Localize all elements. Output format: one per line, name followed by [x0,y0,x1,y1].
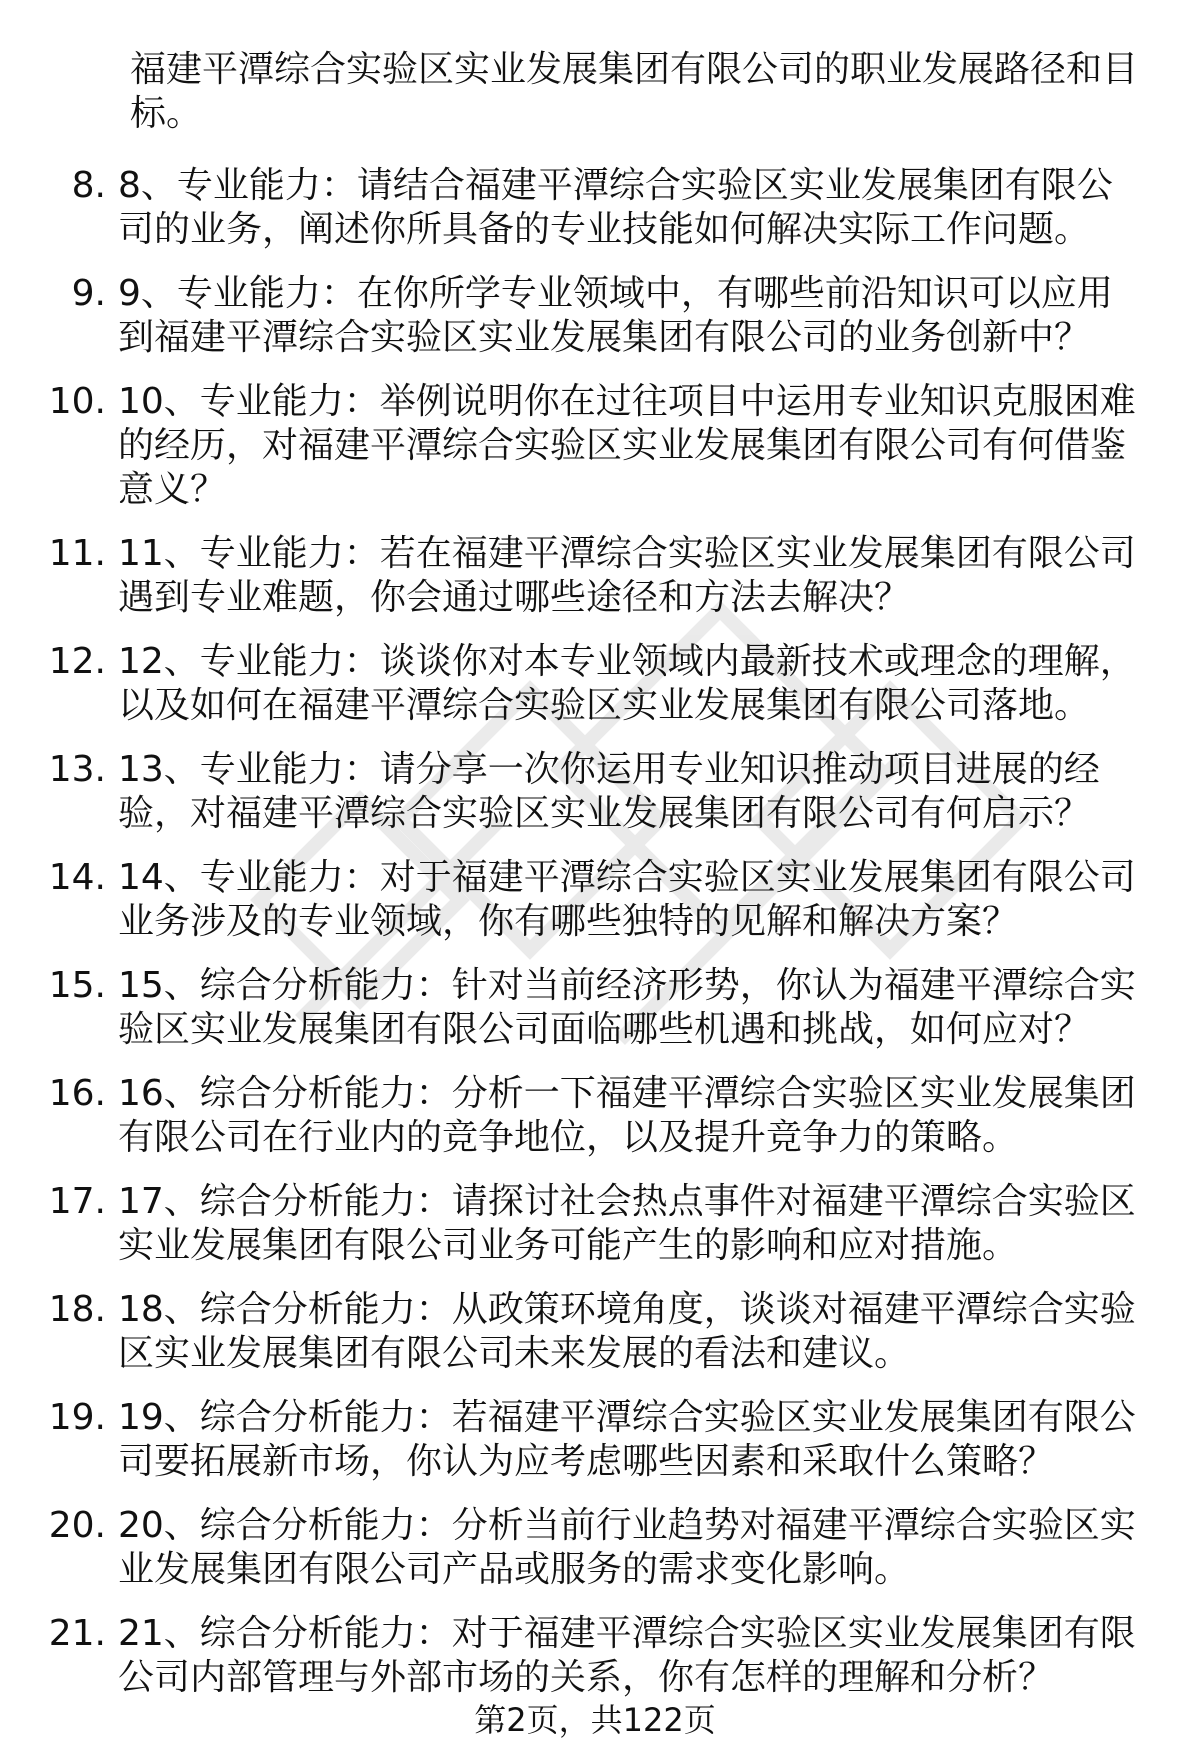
list-item [0,1612,1160,1700]
item-number: 10. [48,381,106,422]
item-text: 10、专业能力：举例说明你在过往项目中运用专业知识克服困难的经历，对福建平潭综合实验区实业发展集团有限公司有何借鉴意义？ [118,381,1136,510]
item-number: 13. [48,749,106,790]
list-item [0,640,1160,728]
item-text: 11、专业能力：若在福建平潭综合实验区实业发展集团有限公司遇到专业难题，你会通过哪些途径和方法去解决？ [118,533,1136,618]
list-item [0,748,1160,836]
item-number: 16. [48,1073,106,1114]
item-number: 19. [48,1397,106,1438]
item-text: 14、专业能力：对于福建平潭综合实验区实业发展集团有限公司业务涉及的专业领域，你有哪些独特的见解和解决方案？ [118,857,1136,942]
item-text: 19、综合分析能力：若福建平潭综合实验区实业发展集团有限公司要拓展新市场，你认为应考虑哪些因素和采取什么策略？ [118,1397,1136,1482]
list-item [0,1180,1160,1268]
list-item [0,1072,1160,1160]
item-text: 13、专业能力：请分享一次你运用专业知识推动项目进展的经验，对福建平潭综合实验区实业发展集团有限公司有何启示？ [118,749,1100,834]
item-number: 9. [71,273,106,314]
item-number: 14. [48,857,106,898]
item-text: 9、专业能力：在你所学专业领域中，有哪些前沿知识可以应用到福建平潭综合实验区实业发展集团有限公司的业务创新中？ [118,273,1113,358]
item-text: 18、综合分析能力：从政策环境角度，谈谈对福建平潭综合实验区实业发展集团有限公司未来发展的看法和建议。 [118,1289,1136,1374]
page-footer: 第2页，共122页 [474,1701,716,1739]
item-text: 16、综合分析能力：分析一下福建平潭综合实验区实业发展集团有限公司在行业内的竞争地位，以及提升竞争力的策略。 [118,1073,1136,1158]
list-item [0,164,1160,252]
item-number: 21. [48,1613,106,1654]
item-text: 15、综合分析能力：针对当前经济形势，你认为福建平潭综合实验区实业发展集团有限公司面临哪些机遇和挑战，如何应对？ [118,965,1136,1050]
list-item [0,1504,1160,1592]
list-item [0,856,1160,944]
list-item [0,272,1160,360]
list-item [0,964,1160,1052]
item-text: 8、专业能力：请结合福建平潭综合实验区实业发展集团有限公司的业务，阐述你所具备的专业技能如何解决实际工作问题。 [118,165,1113,250]
list-item [0,1396,1160,1484]
item-number: 8. [71,165,106,206]
item-text: 12、专业能力：谈谈你对本专业领域内最新技术或理念的理解，以及如何在福建平潭综合实验区实业发展集团有限公司落地。 [118,641,1136,726]
question-list [0,48,1190,1720]
list-item [0,532,1160,620]
item-number: 15. [48,965,106,1006]
item-number: 20. [48,1505,106,1546]
item-number: 12. [48,641,106,682]
list-item [0,380,1160,512]
item-number: 11. [48,533,106,574]
item-number: 17. [48,1181,106,1222]
item-text: 17、综合分析能力：请探讨社会热点事件对福建平潭综合实验区实业发展集团有限公司业务可能产生的影响和应对措施。 [118,1181,1136,1266]
item-text: 21、综合分析能力：对于福建平潭综合实验区实业发展集团有限公司内部管理与外部市场的关系，你有怎样的理解和分析？ [118,1613,1136,1698]
lead-text: 福建平潭综合实验区实业发展集团有限公司的职业发展路径和目标。 [130,49,1139,134]
item-number: 18. [48,1289,106,1330]
item-text: 20、综合分析能力：分析当前行业趋势对福建平潭综合实验区实业发展集团有限公司产品或服务的需求变化影响。 [118,1505,1136,1590]
list-item [0,1288,1160,1376]
